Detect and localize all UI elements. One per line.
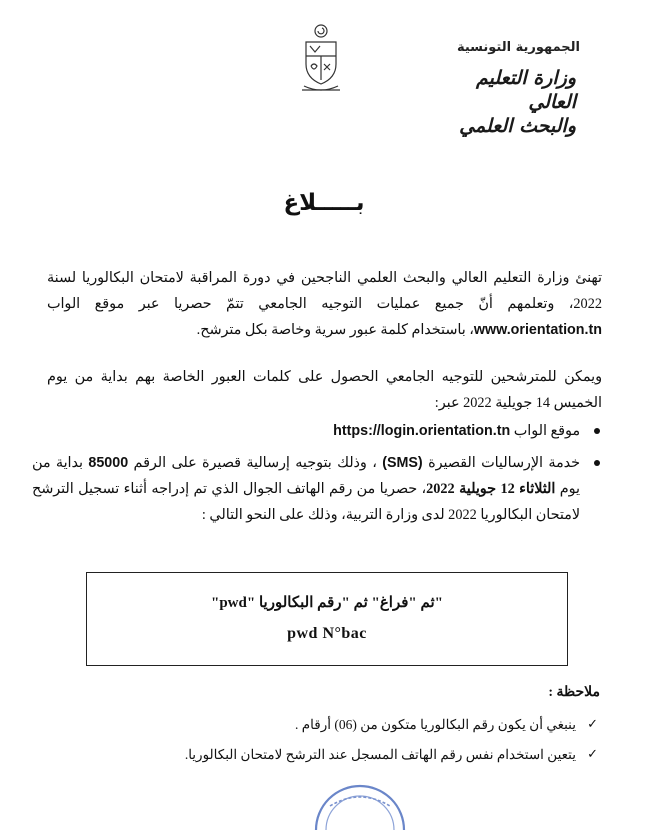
note-heading: ملاحظة : <box>548 685 600 700</box>
bullet2-text-c: بداية من يوم <box>32 455 580 497</box>
note-item-2 <box>38 744 598 766</box>
bullet2-text-b: ، وذلك بتوجيه إرسالية قصيرة على الرقم <box>128 455 383 471</box>
sms-format-box <box>86 572 568 666</box>
sms-label: (SMS) <box>382 455 423 471</box>
paragraph-password-info: ويمكن للمترشحين للتوجيه الجامعي الحصول على كلمات العبور الخاصة بهم بداية من يوم الخميس 14 جويلية 2022 عبر: <box>47 369 602 411</box>
password-channels-list <box>32 418 602 528</box>
bullet-dot-icon <box>594 460 600 466</box>
ministry-line-1: وزارة التعليم العالي <box>475 67 576 113</box>
sms-start-date: الثلاثاء 12 جويلية 2022 <box>426 481 556 497</box>
republic-name: الجمهورية التونسية <box>456 40 580 55</box>
login-website-link[interactable]: https://login.orientation.tn <box>333 423 511 439</box>
note-text-1: ينبغي أن يكون رقم البكالوريا متكون من (06) أرقام . <box>295 717 576 732</box>
sms-format-example: pwd N°bac <box>287 625 367 642</box>
tunisia-coat-of-arms-icon <box>298 22 344 96</box>
sms-number: 85000 <box>88 455 129 471</box>
note-text-2: يتعين استخدام نفس رقم الهاتف المسجل عند الترشح لامتحان البكالوريا. <box>184 747 576 762</box>
ministry-line-2: والبحث العلمي <box>459 115 576 137</box>
note-item-1 <box>38 714 598 736</box>
list-item-website <box>32 418 602 444</box>
p1-text-a: تهنئ وزارة التعليم العالي والبحث العلمي الناجحين في دورة المراقبة لامتحان البكالوريا لسنة 2022، وتعلمهم أنّ جميع عمليات التوجيه الجامعي تتمّ حصريا عبر موقع الواب <box>47 270 602 312</box>
p1-text-b: ، باستخدام كلمة عبور سرية وخاصة بكل مترشح. <box>196 322 474 338</box>
notes-list <box>38 714 598 766</box>
orientation-website-link[interactable]: www.orientation.tn <box>473 322 602 338</box>
bullet1-label: موقع الواب <box>510 423 580 439</box>
paragraph-congratulation <box>47 265 602 343</box>
notice-title: بـــــلاغ <box>283 190 365 216</box>
check-icon: ✓ <box>587 717 598 732</box>
ministry-name <box>436 66 576 138</box>
bullet2-text-d: ، حصريا من رقم الهاتف الجوال الذي تم إدراجه أثناء تسجيل الترشح لامتحان البكالوريا 2022 لدى وزارة التربية، وذلك على النحو التالي : <box>32 481 580 523</box>
sms-format-description: "pwd" ثم "فراغ" ثم "رقم البكالوريا" <box>211 595 443 611</box>
official-stamp-icon <box>300 770 420 830</box>
bullet-dot-icon <box>594 428 600 434</box>
bullet2-text-a: خدمة الإرساليات القصيرة <box>422 455 580 471</box>
check-icon: ✓ <box>587 747 598 762</box>
list-item-sms <box>32 450 602 528</box>
